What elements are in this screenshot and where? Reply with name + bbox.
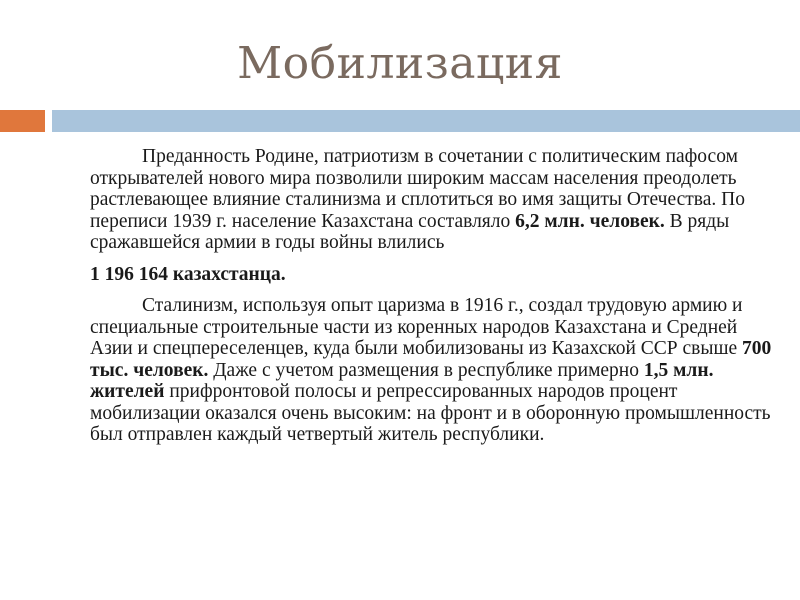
paragraph-1-bold-a: 6,2 млн. человек. xyxy=(515,210,665,232)
paragraph-3 xyxy=(90,295,780,446)
paragraph-2: 1 196 164 казахстанца. xyxy=(90,263,286,285)
paragraph-3-bold-a: 700 тыс. человек. xyxy=(90,338,772,381)
slide-body xyxy=(90,146,780,446)
paragraph-3-text-b: Даже с учетом размещения в республике примерно xyxy=(208,359,644,381)
accent-bar-orange xyxy=(0,110,45,132)
paragraph-1-text-a: Преданность Родине, патриотизм в сочетании с политическим пафосом открывателей нового мира позволили широким массам населения преодолеть растлевающее влияние сталинизма и сплотиться во имя защиты Отечества. По переписи 1939 г. население Казахстана составляло xyxy=(90,146,745,232)
paragraph-3-text-a: Сталинизм, используя опыт царизма в 1916 г., создал трудовую армию и специальные строительные части из коренных народов Казахстана и Средней Азии и спецпереселенцев, куда были мобилизованы из Казахской ССР свыше xyxy=(90,295,743,359)
slide-title: Мобилизация xyxy=(237,38,563,89)
paragraph-1-text-b: В ряды сражавшейся армии в годы войны влились xyxy=(90,210,730,253)
accent-bar-blue xyxy=(52,110,800,132)
paragraph-3-text-c: прифронтовой полосы и репрессированных народов процент мобилизации оказался очень высоким: на фронт и в оборонную промышленность был отправлен каждый четвертый житель республики. xyxy=(90,381,771,445)
paragraph-3-bold-b: 1,5 млн. жителей xyxy=(90,359,714,402)
paragraph-1 xyxy=(90,146,780,254)
